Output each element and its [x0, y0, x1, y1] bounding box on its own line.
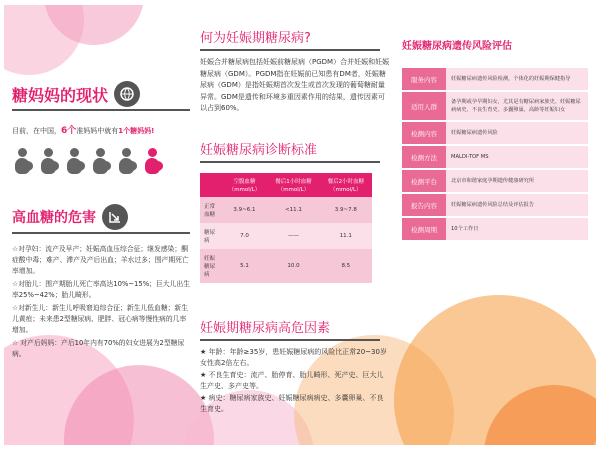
what-title: 何为妊娠期糖尿病? — [200, 31, 311, 46]
table-cell: 8.5 — [320, 249, 372, 283]
risk-factors-list — [200, 347, 390, 416]
table-cell: 糖尿病 — [200, 223, 222, 249]
risk-key: 检测平台 — [402, 170, 446, 192]
danger-list — [12, 244, 190, 360]
pregnant-woman-icon — [38, 148, 60, 174]
stat-middle: 准妈妈中就有 — [76, 127, 119, 135]
table-cell: 正常血糖 — [200, 197, 222, 223]
table-header — [200, 173, 222, 197]
diag-title: 妊娠糖尿病诊断标准 — [200, 142, 318, 158]
tangmama-title: 糖妈妈的现状 — [12, 85, 109, 105]
genetic-risk-table — [402, 68, 588, 242]
title-rule — [12, 109, 190, 111]
genetic-risk-title: 妊娠糖尿病遗传风险评估 — [402, 41, 512, 52]
table-header: 空腹血糖（mmol/L） — [222, 173, 268, 197]
title-rule — [200, 49, 380, 51]
table-cell: 11.1 — [320, 223, 372, 249]
risk-factor-item: ★ 不良生育史：流产、胎停育、胎儿畸形、死产史、巨大儿生产史、多产史等。 — [200, 370, 384, 390]
risk-value: 备孕期或孕早期妇女，尤其是有糖尿病家族史、妊娠糖尿病病史、不良生育史、多囊卵巢、高龄等妊娠妇女 — [451, 99, 581, 113]
risk-key: 服务内容 — [402, 68, 446, 90]
table-cell: 5.1 — [222, 249, 268, 283]
pregnant-woman-icon — [116, 148, 138, 174]
pregnant-woman-icon-highlighted — [142, 148, 164, 174]
risk-factor-item: ★ 年龄：年龄≥35岁，患妊娠糖尿病的风险比正常20~30岁女性高2倍左右。 — [200, 347, 387, 367]
middle-column — [200, 27, 390, 416]
tangmama-header — [12, 81, 190, 107]
table-header-row — [200, 173, 372, 197]
risk-value: MALDI-TOF MS — [451, 154, 489, 160]
title-rule — [200, 161, 380, 163]
stat-prefix: 目前，在中国， — [12, 127, 61, 135]
table-header: 餐后2小时血糖（mmol/L） — [320, 173, 372, 197]
risk-key: 检测内容 — [402, 122, 446, 144]
what-text: 妊娠合并糖尿病包括妊娠前糖尿病（PGDM）合并妊娠和妊娠糖尿病（GDM）。PGDM指在妊娠前已知患有DM者，妊娠糖尿病（GDM）是指妊娠期首次发生或首次发现的葡萄糖耐量异常。GDM是遗传和环境多重因素作用的结果，遗传因素可以占到60%。 — [200, 58, 390, 112]
risk-factors-title: 妊娠期糖尿病高危因素 — [200, 320, 331, 336]
table-cell: 妊娠糖尿病 — [200, 249, 222, 283]
title-rule — [12, 232, 190, 234]
risk-row — [402, 92, 588, 122]
title-rule — [200, 339, 380, 341]
diagnosis-table — [200, 173, 372, 283]
downtrend-arrow-icon — [102, 204, 128, 230]
risk-value: 北京市和谐家庭孕期遗传健康研究所 — [451, 178, 535, 184]
risk-row — [402, 194, 588, 218]
risk-row — [402, 68, 588, 92]
table-cell: —— — [267, 223, 319, 249]
risk-row — [402, 122, 588, 146]
risk-key: 检测方法 — [402, 146, 446, 168]
stat-line — [12, 123, 190, 136]
danger-item: ☆对胎儿：围产期胎儿死亡率高达10%~15%；巨大儿出生率25%~42%；胎儿畸形。 — [12, 280, 190, 299]
risk-value: 妊娠糖尿病遗传风险检测，个体化的妊娠期保健指导 — [451, 76, 571, 82]
table-cell: 3.9~7.8 — [320, 197, 372, 223]
table-row — [200, 223, 372, 249]
risk-key: 适用人群 — [402, 92, 446, 120]
danger-item: ☆ 对产后妈妈：产后10年内有70%的妇女进展为2型糖尿病。 — [12, 339, 185, 358]
table-cell: 10.0 — [267, 249, 319, 283]
risk-value: 妊娠糖尿病遗传风险总结及评估报告 — [451, 202, 535, 208]
risk-value: 妊娠糖尿病遗传风险 — [451, 130, 498, 136]
brochure-page — [4, 5, 596, 445]
left-column — [12, 81, 190, 362]
pregnant-woman-icon — [90, 148, 112, 174]
pregnant-icons-row — [12, 148, 190, 174]
right-column — [402, 27, 592, 242]
danger-item: ☆对孕妇：流产及早产；妊娠高血压综合征；继发感染；酮症酸中毒；难产、滞产及产后出血；羊水过多；围产期死亡率增加。 — [12, 245, 189, 275]
table-cell: <11.1 — [267, 197, 319, 223]
risk-row — [402, 170, 588, 194]
risk-key: 报告内容 — [402, 194, 446, 216]
risk-factor-item: ★ 病史：糖尿病家族史、妊娠糖尿病病史、多囊卵巢、不良生育史。 — [200, 393, 384, 413]
pregnant-woman-icon — [64, 148, 86, 174]
gaoxuetang-title: 高血糖的危害 — [12, 210, 96, 226]
risk-value: 10个工作日 — [451, 226, 479, 232]
stat-emphasis: 1个糖妈妈! — [118, 127, 155, 135]
table-header: 餐后1小时血糖（mmol/L） — [267, 173, 319, 197]
danger-item: ☆对新生儿：新生儿呼吸窘迫综合征；新生儿低血糖；新生儿黄疸；未来患2型糖尿病、肥胖、冠心病等慢性病的几率增加。 — [12, 304, 189, 334]
risk-key: 检测周期 — [402, 218, 446, 240]
table-cell: 3.9~6.1 — [222, 197, 268, 223]
globe-icon — [114, 81, 140, 107]
pregnant-woman-icon — [12, 148, 34, 174]
gaoxuetang-header — [12, 204, 190, 230]
table-cell: 7.0 — [222, 223, 268, 249]
risk-row — [402, 218, 588, 242]
table-row — [200, 249, 372, 283]
risk-row — [402, 146, 588, 170]
table-row — [200, 197, 372, 223]
stat-number: 6个 — [61, 126, 77, 136]
